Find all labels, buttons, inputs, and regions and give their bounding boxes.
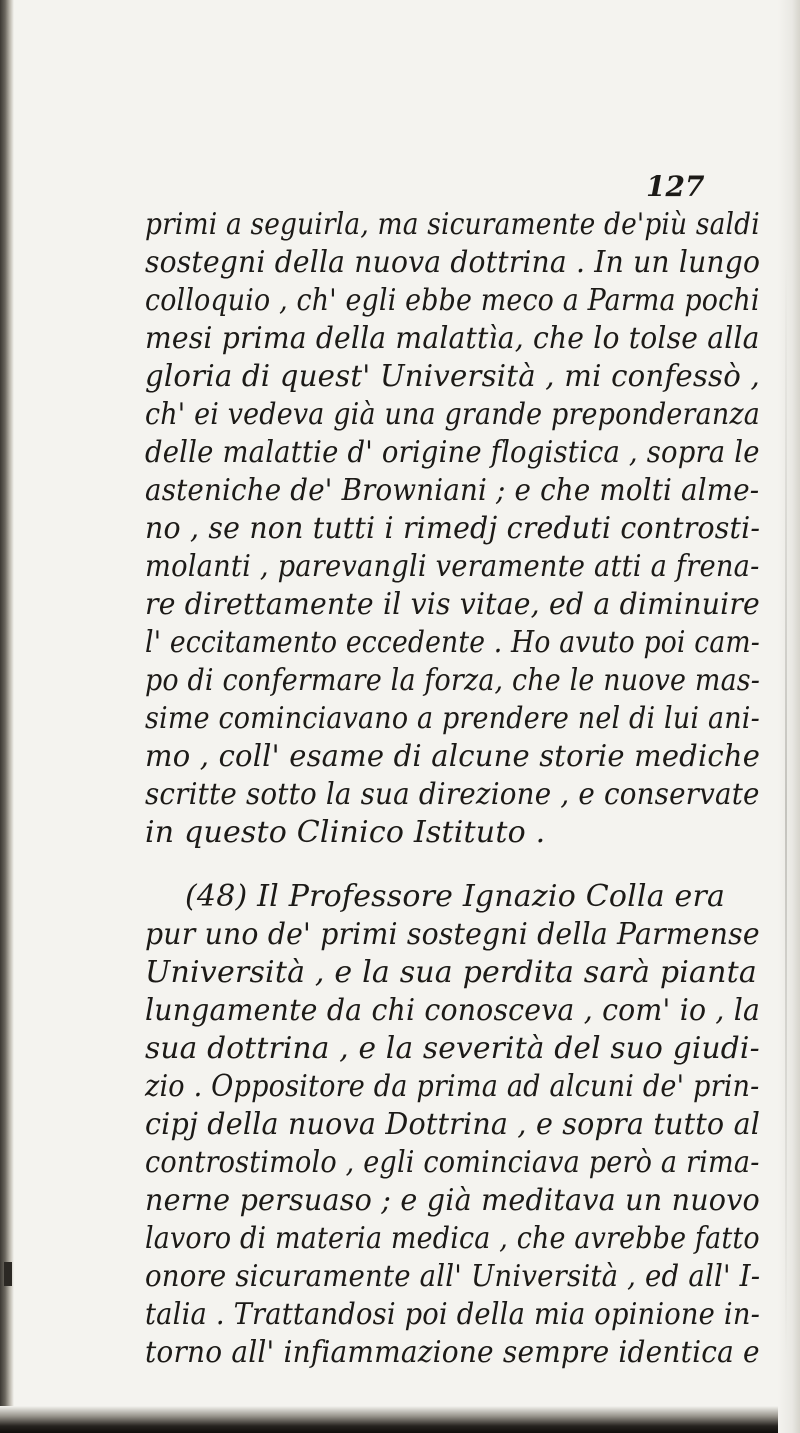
text-line: po di confermare la forza, che le nuove mas- — [145, 663, 761, 698]
text-line: sua dottrina , e la severità del suo giudi- — [145, 1031, 760, 1066]
page-bottom-edge — [0, 1406, 778, 1433]
binding-mark — [4, 1262, 12, 1286]
text-line: zio . Oppositore da prima ad alcuni de' prin- — [145, 1069, 760, 1104]
text-line: nerne persuaso ; e già meditava un nuovo — [145, 1183, 760, 1218]
text-line: ch' ei vedeva già una grande preponderanza — [145, 397, 760, 432]
text-line: colloquio , ch' egli ebbe meco a Parma pochi — [145, 283, 760, 318]
page-number: 127 — [646, 170, 705, 203]
text-line: sostegni della nuova dottrina . In un lungo — [145, 245, 761, 280]
text-line: sime cominciavano a prendere nel di lui ani- — [145, 701, 760, 736]
page-fold-shadow — [785, 260, 787, 1360]
text-line: in questo Clinico Istituto . — [145, 815, 546, 850]
text-line: gloria di quest' Università , mi confessò , — [145, 359, 760, 394]
text-line: scritte sotto la sua direzione , e conservate — [145, 777, 760, 812]
text-line: molanti , parevangli veramente atti a frena- — [145, 549, 760, 584]
text-line: re direttamente il vis vitae, ed a diminuire — [145, 587, 760, 622]
text-line: onore sicuramente all' Università , ed all' I- — [145, 1259, 761, 1294]
page-left-edge — [0, 0, 14, 1433]
text-line: controstimolo , egli cominciava però a rima- — [145, 1145, 760, 1180]
text-line: talia . Trattandosi poi della mia opinione in- — [145, 1297, 761, 1332]
text-line: asteniche de' Browniani ; e che molti alme- — [145, 473, 760, 508]
text-line: no , se non tutti i rimedj creduti controsti- — [145, 511, 761, 546]
page-right-edge — [778, 0, 800, 1433]
text-line: primi a seguirla, ma sicuramente de'più saldi — [145, 207, 760, 242]
text-line: l' eccitamento eccedente . Ho avuto poi cam- — [145, 625, 760, 660]
text-line: delle malattie d' origine flogistica , sopra le — [145, 435, 760, 470]
text-line: mo , coll' esame di alcune storie mediche — [145, 739, 761, 774]
text-line: mesi prima della malattìa, che lo tolse alla — [145, 321, 760, 356]
text-line: cipj della nuova Dottrina , e sopra tutto al — [145, 1107, 761, 1142]
text-line: pur uno de' primi sostegni della Parmense — [145, 917, 760, 952]
text-line: Università , e la sua perdita sarà pianta — [145, 955, 757, 990]
text-line: torno all' infiammazione sempre identica e — [145, 1335, 760, 1370]
text-line: lavoro di materia medica , che avrebbe fatto — [145, 1221, 760, 1256]
text-line: lungamente da chi conosceva , com' io , la — [145, 993, 761, 1028]
footnote-first-line: (48) Il Professore Ignazio Colla era — [185, 879, 726, 914]
